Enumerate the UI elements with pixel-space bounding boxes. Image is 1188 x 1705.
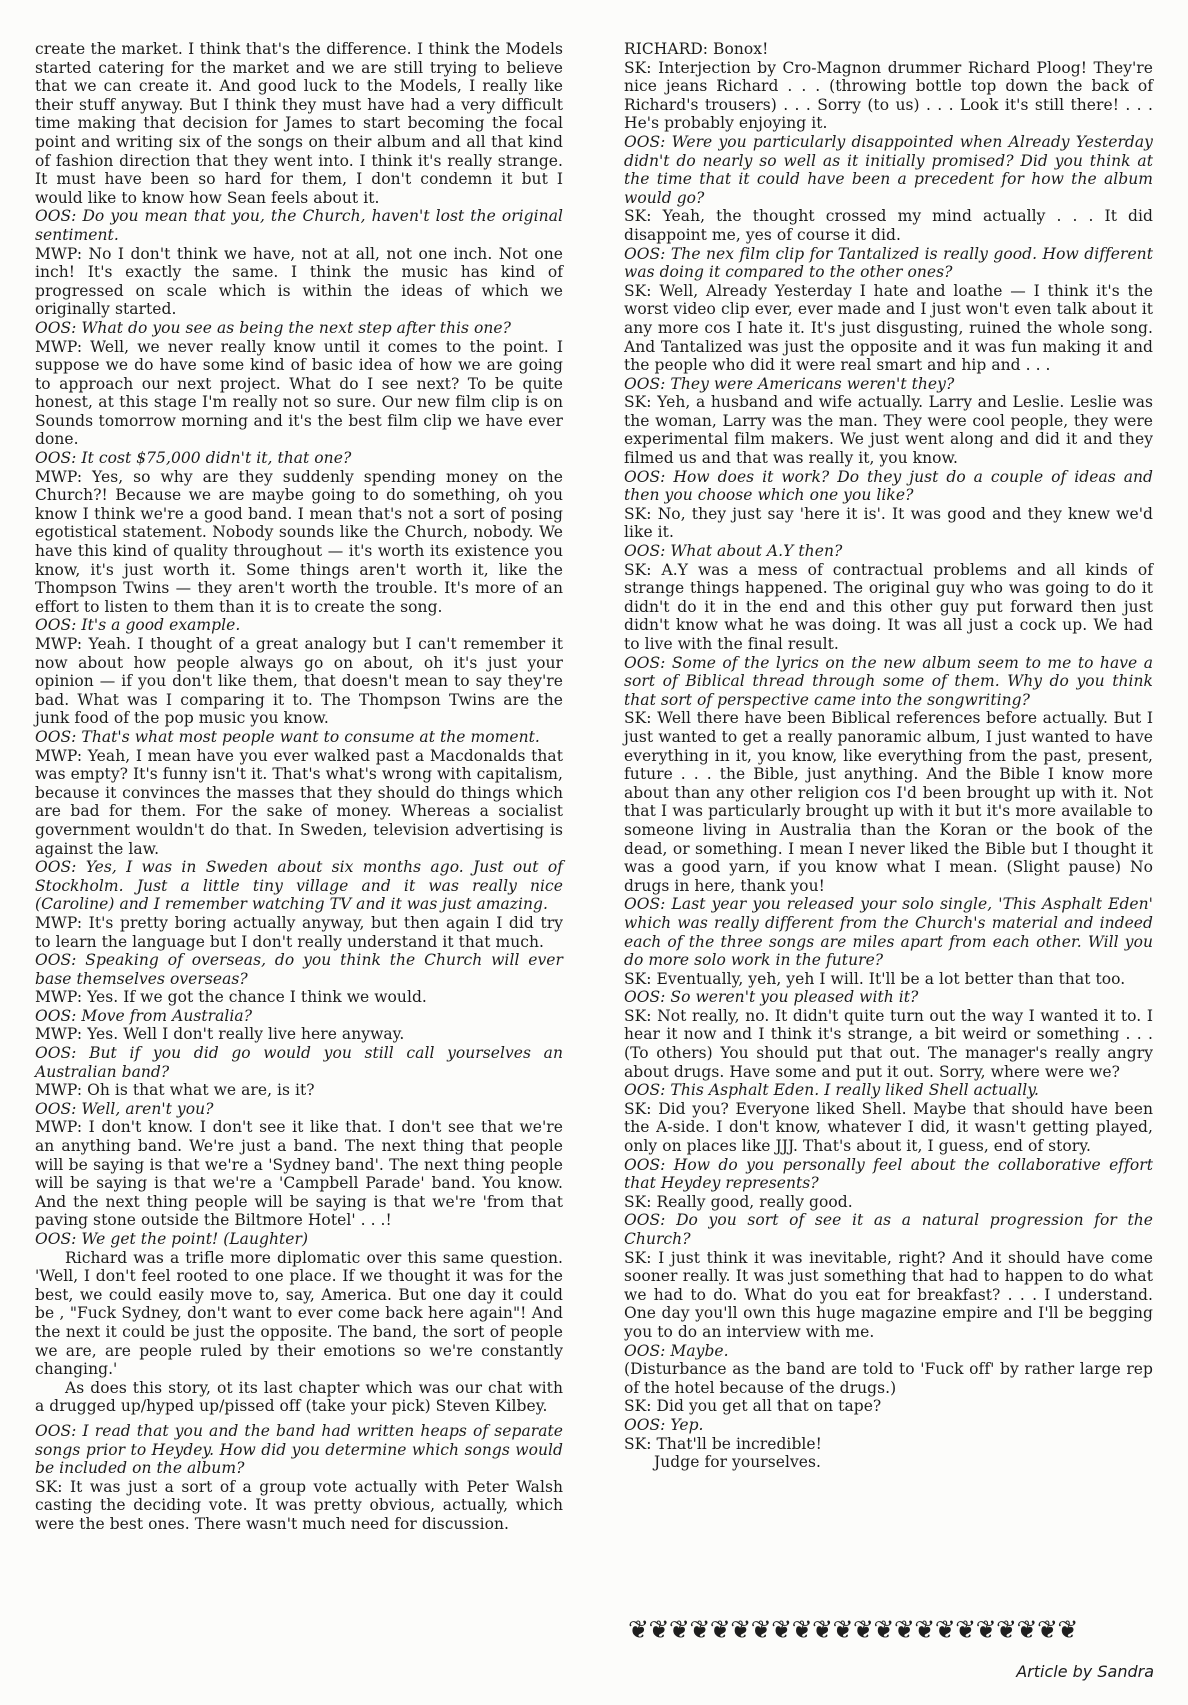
interview-answer: MWP: Oh is that what we are, is it? — [35, 1081, 315, 1100]
interview-question: OOS: Move from Australia? — [35, 1006, 253, 1025]
interview-question: OOS: Yep. — [624, 1415, 704, 1434]
interview-question: OOS: The nex film clip for Tantalized is really good. How different was doing it compared to the other ones? — [624, 244, 1153, 282]
interview-question: OOS: Maybe. — [624, 1341, 729, 1360]
interview-answer: SK: A.Y was a mess of contractual problems and all kinds of strange things happened. The original guy who was going to do it didn't do it in the end and this other guy put forward then just didn't know what he was doing. It was all just a cock up. We had to live with the final result. — [624, 560, 1153, 653]
ornament-divider: ❦❦❦❦❦❦❦❦❦❦❦❦❦❦❦❦❦❦❦❦❦❦ — [628, 1615, 1078, 1644]
interview-answer: SK: That'll be incredible! — [624, 1434, 822, 1453]
interview-answer: MWP: No I don't think we have, not at all, not one inch. Not one inch! It's exactly the same. I think the music has kind of progressed on scale which is within the ideas of which we originally started. — [35, 244, 563, 319]
interview-question: OOS: I read that you and the band had written heaps of separate songs prior to Heydey. How did you determine which songs would be included on the album? — [35, 1421, 563, 1478]
interview-question: OOS: What do you see as being the next step after this one? — [35, 318, 511, 337]
article-credit: Article by Sandra — [1016, 1662, 1154, 1681]
interview-question: OOS: That's what most people want to consume at the moment. — [35, 727, 540, 746]
interview-answer: MWP: Yeah. I thought of a great analogy but I can't remember it now about how people always go on about, oh it's just your opinion — if you don't like them, that doesn't mean to say they're bad. What was I comparing it to. The Thompson Twins are the junk food of the pop music you know. — [35, 635, 563, 728]
interview-answer: MWP: Well, we never really know until it comes to the point. I suppose we do have some kind of basic idea of how we are going to approach our next project. What do I see next? To be quite honest, at this stage I'm really not so sure. Our new film clip is on Sounds tomorrow morning and it's the best film clip we have ever done. — [35, 337, 563, 449]
interview-answer: SK: Did you get all that on tape? — [624, 1397, 882, 1416]
interview-question: OOS: Speaking of overseas, do you think the Church will ever base themselves overseas? — [35, 951, 563, 988]
interview-question: OOS: This Asphalt Eden. I really liked Shell actually. — [624, 1081, 1040, 1100]
narrative-paragraph: As does this story, ot its last chapter which was our chat with a drugged up/hyped up/pissed off (take your pick) Steven Kilbey. — [35, 1378, 563, 1416]
interview-question: OOS: We get the point! (Laughter) — [35, 1230, 309, 1248]
interview-question: OOS: But if you did go would you still call yourselves an Australian band? — [35, 1044, 563, 1081]
interview-answer: SK: It was just a sort of a group vote actually with Peter Walsh casting the deciding vote. It was pretty obvious, actually, which were the best ones. There wasn't much need for discussion. — [35, 1477, 563, 1533]
interview-answer: create the market. I think that's the difference. I think the Models started catering for the market and we are still trying to believe that we can create it. And good luck to the Models, I really like their stuff anyway. But I think they must have had a very difficult time making that decision for James to start becoming the focal point and writing six of the songs on their album and all that kind of fashion direction that they went into. I think it's really strange. It must have been so hard for them, I don't condemn it but I would like to know how Sean feels about it. — [35, 40, 563, 207]
left-column — [35, 40, 563, 1534]
interview-question: OOS: Do you sort of see it as a natural progression for the Church? — [624, 1211, 1153, 1248]
interview-answer: MWP: Yes. Well I don't really live here anyway. — [35, 1025, 405, 1044]
interview-question: OOS: Some of the lyrics on the new album seem to me to have a sort of Biblical thread through some of them. Why do you think that sort of perspective came into the songwriting? — [624, 653, 1153, 709]
interview-question: OOS: Last year you released your solo single, 'This Asphalt Eden' which was really different from the Church's material and indeed each of the three songs are miles apart from each other. Will you do more solo work in the future? — [624, 895, 1153, 970]
interview-question: OOS: How does it work? Do they just do a couple of ideas and then you choose which one you like? — [624, 467, 1153, 505]
interview-question: OOS: What about A.Y then? — [624, 542, 843, 561]
narrative-paragraph: Judge for yourselves. — [654, 1453, 821, 1472]
interview-answer: MWP: Yes, so why are they suddenly spending money on the Church?! Because we are maybe going to do something, oh you know I think we're a good band. I mean that's not a sort of posing egotistical statement. Nobody sounds like the Church, nobody. We have this kind of quality throughout — it's worth its existence you know, it's just worth it. Some things aren't worth it, like the Thompson Twins — they aren't worth the trouble. It's more of an effort to listen to them than it is to create the song. — [35, 467, 563, 616]
interview-question: OOS: It cost $75,000 didn't it, that one? — [35, 449, 352, 468]
interview-answer: SK: Interjection by Cro-Magnon drummer Richard Ploog! They're nice jeans Richard . . . (throwing bottle top down the back of Richard's trousers) . . . Sorry (to us) . . . Look it's still there! . . . He's probably enjoying it. — [624, 58, 1153, 133]
interview-answer: RICHARD: Bonox! — [624, 40, 769, 58]
interview-answer: SK: Yeah, the thought crossed my mind actually . . . It did disappoint me, yes of course it did. — [624, 207, 1153, 244]
narrative-paragraph: Richard was a trifle more diplomatic over this same question. 'Well, I don't feel rooted to one place. If we thought it was for the best, we could easily move to, say, America. But one day it could be , "Fuck Sydney, don't want to ever come back here again"! And the next it could be just the opposite. The band, the sort of people we are, are people ruled by their emotions so we're constantly changing.' — [35, 1248, 563, 1379]
interview-answer: MWP: I don't know. I don't see it like that. I don't see that we're an anything band. We're just a band. The next thing that people will be saying is that we're a 'Sydney band'. The next thing people will be saying is that we're a 'Campbell Parade' band. You know. And the next thing people will be saying is that we're 'from that paving stone outside the Biltmore Hotel' . . .! — [35, 1118, 563, 1230]
interview-answer: SK: Not really, no. It didn't quite turn out the way I wanted it to. I hear it now and I think it's strange, a bit weird or something . . . (To others) You should put that out. The manager's really angry about drugs. Have some and put it out. Sorry, where were we? — [624, 1006, 1153, 1081]
interview-question: OOS: They were Americans weren't they? — [624, 374, 955, 393]
right-column — [624, 40, 1153, 1472]
interview-answer: SK: Well, Already Yesterday I hate and loathe — I think it's the worst video clip ever, ever made and I just won't even talk about it any more cos I hate it. It's just disgusting, ruined the whole song. And Tantalized was just the opposite and it was fun making it and the people who did it were real smart and hip and . . . — [624, 281, 1153, 375]
interview-question: OOS: Were you particularly disappointed when Already Yesterday didn't do nearly so well as it initially promised? Did you think at the time that it could have been a precedent for how the album would go? — [624, 132, 1153, 207]
interview-answer: SK: Eventually, yeh, yeh I will. It'll be a lot better than that too. — [624, 969, 1126, 988]
interview-question: OOS: Yes, I was in Sweden about six months ago. Just out of Stockholm. Just a little tiny village and it was really nice (Caroline) and I remember watching TV and it was just amazing. — [35, 858, 563, 914]
interview-answer: SK: Well there have been Biblical references before actually. But I just wanted to get a really panoramic album, I just wanted to have everything in it, you know, like everything from the past, present, future . . . the Bible, just anything. And the Bible I know more about than any other religion cos I'd been brought up with it. Not that I was particularly brought up with it but it's more available to someone living in Australia than the Koran or the book of the dead, or something. I mean I never liked the Bible but I thought it was a good yarn, if you know what I mean. (Slight pause) No drugs in here, thank you! — [624, 709, 1153, 895]
interview-question: OOS: So weren't you pleased with it? — [624, 988, 919, 1007]
interview-answer: SK: Did you? Everyone liked Shell. Maybe that should have been the A-side. I don't know, whatever I did, it wasn't getting played, only on places like JJJ. That's about it, I guess, end of story. — [624, 1099, 1153, 1156]
interview-answer: SK: I just think it was inevitable, right? And it should have come sooner really. It was just something that had to happen to do what we had to do. What do you eat for breakfast? . . . I understand. One day you'll own this huge magazine empire and I'll be begging you to do an interview with me. — [624, 1248, 1153, 1341]
interview-question: OOS: It's a good example. — [35, 616, 241, 635]
interview-answer: SK: Really good, really good. — [624, 1192, 853, 1211]
interview-answer: MWP: Yeah, I mean have you ever walked past a Macdonalds that was empty? It's funny isn't it. That's what's wrong with capitalism, because it convinces the masses that they should do things which are bad for them. For the sake of money. Whereas a socialist government wouldn't do that. In Sweden, television advertising is against the law. — [35, 746, 563, 858]
interview-question: OOS: Do you mean that you, the Church, haven't lost the original sentiment. — [35, 207, 563, 244]
interview-answer: MWP: It's pretty boring actually anyway, but then again I did try to learn the language but I don't really understand it that much. — [35, 913, 563, 951]
interview-question: OOS: Well, aren't you? — [35, 1099, 214, 1118]
interview-answer: SK: Yeh, a husband and wife actually. Larry and Leslie. Leslie was the woman, Larry was the man. They were cool people, they were experimental film makers. We just went along and did it and they filmed us and that was really it, you know. — [624, 393, 1153, 468]
interview-answer: MWP: Yes. If we got the chance I think we would. — [35, 988, 427, 1007]
interview-answer: SK: No, they just say 'here it is'. It was good and they knew we'd like it. — [624, 504, 1153, 542]
interview-question: OOS: How do you personally feel about the collaborative effort that Heydey represents? — [624, 1155, 1153, 1193]
interview-answer: (Disturbance as the band are told to 'Fuck off' by rather large rep of the hotel because of the drugs.) — [624, 1360, 1153, 1397]
